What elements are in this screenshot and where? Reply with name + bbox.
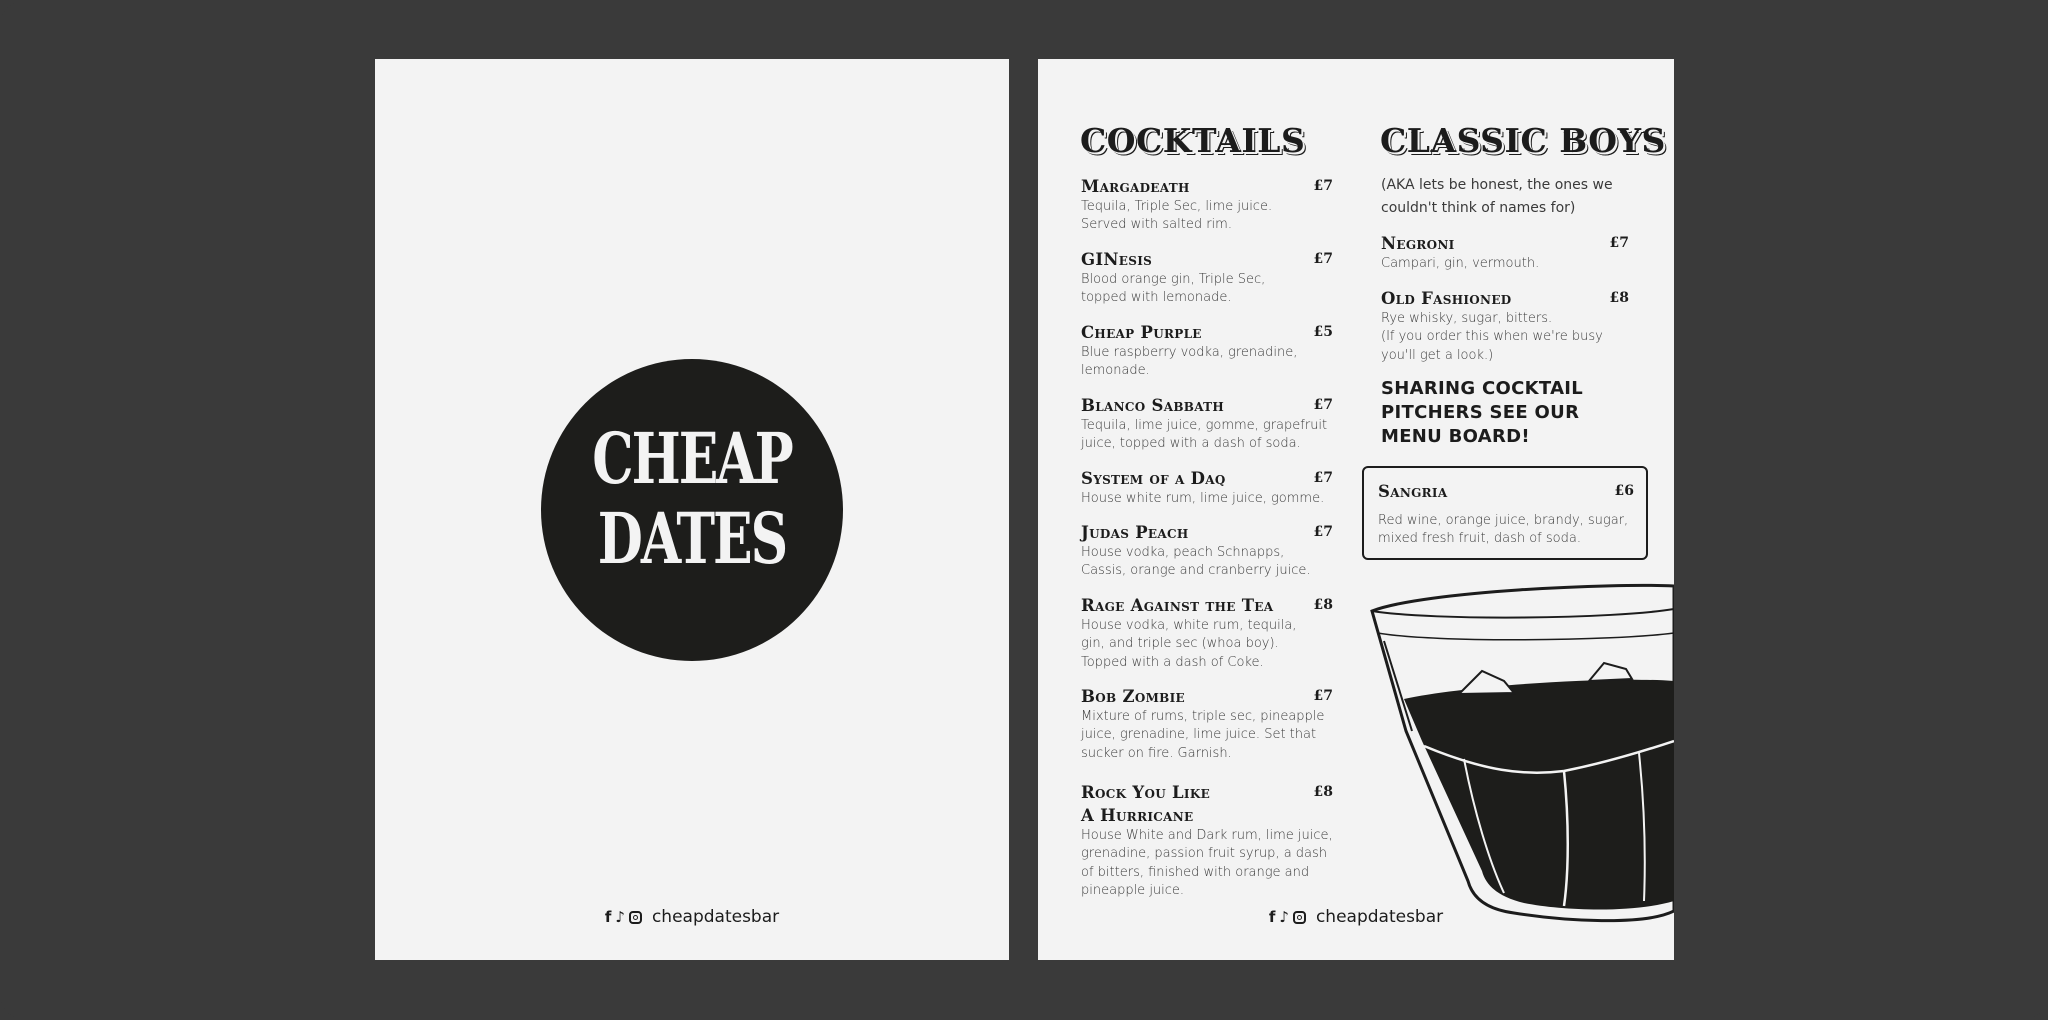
cocktail-glass-illustration [1364,581,1674,960]
item-price: £6 [1614,483,1634,499]
logo-line-2: DATES [597,498,787,581]
item-name: Old Fashioned [1381,289,1512,308]
social-footer [1038,907,1674,927]
item-price: £7 [1609,235,1629,251]
item-name: Rock You Like A Hurricane [1081,783,1211,825]
facebook-icon: f [1268,907,1276,926]
menu-item [1081,467,1333,508]
item-description: House White and Dark rum, lime juice, grenadine, passion fruit syrup, a dash of bitters, finished with orange and pineapple juice. [1081,828,1333,898]
item-name: Rage Against the Tea [1081,596,1274,615]
item-name: Negroni [1381,234,1455,253]
menu-inner-page [1038,59,1674,960]
menu-item [1081,248,1333,308]
item-name: Cheap Purple [1081,323,1202,342]
social-footer [375,907,1009,927]
facebook-icon: f [604,907,612,926]
item-price: £8 [1313,597,1333,613]
item-price: £7 [1313,178,1333,194]
menu-item [1081,175,1333,235]
item-description: Red wine, orange juice, brandy, sugar, mixed fresh fruit, dash of soda. [1378,513,1629,547]
item-description: Blood orange gin, Triple Sec, topped with lemonade. [1081,272,1266,306]
item-name: Sangria [1378,482,1448,501]
social-handle: cheapdatesbar [651,907,780,927]
item-price: £7 [1313,397,1333,413]
item-price: £8 [1313,784,1333,800]
item-price: £7 [1313,251,1333,267]
item-description: Mixture of rums, triple sec, pineapple juice, grenadine, lime juice. Set that sucker on fire. Garnish. [1081,709,1325,761]
menu-item [1381,287,1629,365]
item-name: Bob Zombie [1081,687,1185,706]
menu-item [1378,480,1634,549]
cheap-dates-logo [541,359,843,661]
menu-item [1081,594,1333,672]
menu-item [1081,781,1333,900]
item-description: House vodka, white rum, tequila, gin, and triple sec (whoa boy). Topped with a dash of Coke. [1081,618,1297,670]
item-name: Judas Peach [1081,523,1189,542]
tiktok-icon: ♪ [615,907,625,926]
menu-item [1081,394,1333,454]
instagram-icon [1293,911,1306,924]
item-description: Rye whisky, sugar, bitters. (If you order this when we're busy you'll get a look.) [1381,311,1603,363]
menu-item [1081,321,1333,381]
item-description: House vodka, peach Schnapps, Cassis, orange and cranberry juice. [1081,545,1311,579]
item-description: Tequila, Triple Sec, lime juice. Served with salted rim. [1081,199,1273,233]
menu-item [1381,232,1629,273]
logo-line-1: CHEAP [592,418,792,501]
item-price: £5 [1313,324,1333,340]
pitcher-box [1362,466,1648,560]
item-name: GINesis [1081,250,1153,269]
item-price: £7 [1313,470,1333,486]
item-price: £7 [1313,524,1333,540]
menu-cover-page [375,59,1009,960]
item-description: Tequila, lime juice, gomme, grapefruit juice, topped with a dash of soda. [1081,418,1328,452]
item-description: Blue raspberry vodka, grenadine, lemonade. [1081,345,1298,379]
sharing-pitchers-note: SHARING COCKTAIL PITCHERS SEE OUR MENU BOARD! [1381,378,1584,447]
item-price: £7 [1313,688,1333,704]
cocktails-heading: COCKTAILS [1080,121,1306,160]
menu-item [1081,685,1333,763]
tiktok-icon: ♪ [1279,907,1289,926]
item-description: House white rum, lime juice, gomme. [1081,491,1325,506]
item-description: Campari, gin, vermouth. [1381,256,1540,271]
item-name: System of a Daq [1081,469,1226,488]
social-handle: cheapdatesbar [1315,907,1444,927]
item-name: Margadeath [1081,177,1190,196]
instagram-icon [629,911,642,924]
item-name: Blanco Sabbath [1081,396,1225,415]
classic-boys-intro: (AKA lets be honest, the ones we couldn't think of names for) [1381,177,1613,216]
menu-item [1081,521,1333,581]
classic-boys-heading: CLASSIC BOYS [1380,121,1666,160]
item-price: £8 [1609,290,1629,306]
